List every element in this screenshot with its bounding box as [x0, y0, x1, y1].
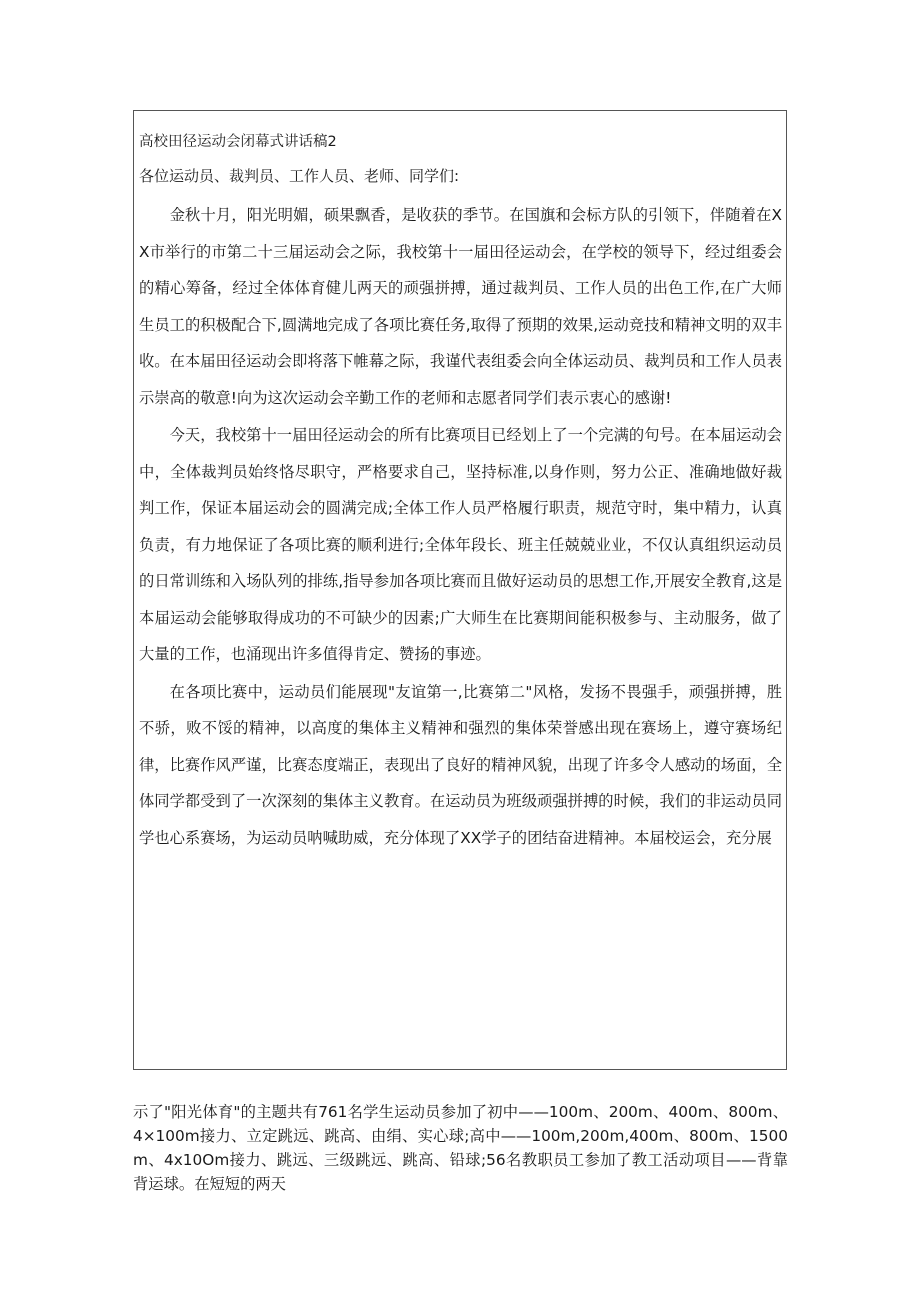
document-title: 高校田径运动会闭幕式讲话稿2 — [139, 134, 337, 150]
paragraph-continuation: 示了"阳光体育"的主题共有761名学生运动员参加了初中——100m、200m、400m、800m、4×100m接力、立定跳远、跳高、由绢、实心球;高中——100m,200m,400m、800m、1500m、4x10Om接力、跳远、三级跳远、跳高、铅球;56名教职员工参加了教工活动项目——背靠背运球。在短短的两天 — [133, 1103, 788, 1193]
document-frame — [133, 110, 787, 1070]
document-body — [139, 127, 782, 856]
paragraph-athletes: 在各项比赛中，运动员们能展现"友谊第一,比赛第二"风格，发扬不畏强手，顽强拼搏，胜不骄，败不馁的精神，以高度的集体主义精神和强烈的集体荣誉感出现在赛场上，遵守赛场纪律，比赛作风严谨，比赛态度端正，表现出了良好的精神风貌，出现了许多令人感动的场面，全体同学都受到了一次深刻的集体主义教育。在运动员为班级顽强拼搏的时候，我们的非运动员同学也心系赛场，为运动员呐喊助威，充分体现了XX学子的团结奋进精神。本届校运会，充分展 — [139, 682, 782, 847]
salutation: 各位运动员、裁判员、工作人员、老师、同学们: — [139, 167, 460, 185]
paragraph-officials: 今天，我校第十一届田径运动会的所有比赛项目已经划上了一个完满的句号。在本届运动会中，全体裁判员始终恪尽职守，严格要求自己，坚持标准,以身作则，努力公正、准确地做好裁判工作，保证本届运动会的圆满完成;全体工作人员严格履行职责，规范守时，集中精力，认真负责，有力地保证了各项比赛的顺利进行;全体年段长、班主任兢兢业业，不仅认真组织运动员的日常训练和入场队列的排练,指导参加各项比赛而且做好运动员的思想工作,开展安全教育,这是本届运动会能够取得成功的不可缺少的因素;广大师生在比赛期间能积极参与、主动服务，做了大量的工作，也涌现出许多值得肯定、赞扬的事迹。 — [139, 426, 782, 663]
paragraph-opening: 金秋十月，阳光明媚，硕果飘香，是收获的季节。在国旗和会标方队的引领下，伴随着在XX市举行的市第二十三届运动会之际，我校第十一届田径运动会，在学校的领导下，经过组委会的精心筹备，经过全体体育健儿两天的顽强拼搏，通过裁判员、工作人员的出色工作,在广大师生员工的积极配合下,圆满地完成了各项比赛任务,取得了预期的效果,运动竞技和精神文明的双丰收。在本届田径运动会即将落下帷幕之际，我谨代表组委会向全体运动员、裁判员和工作人员表示崇高的敬意!向为这次运动会辛勤工作的老师和志愿者同学们表示衷心的感谢! — [139, 206, 782, 407]
